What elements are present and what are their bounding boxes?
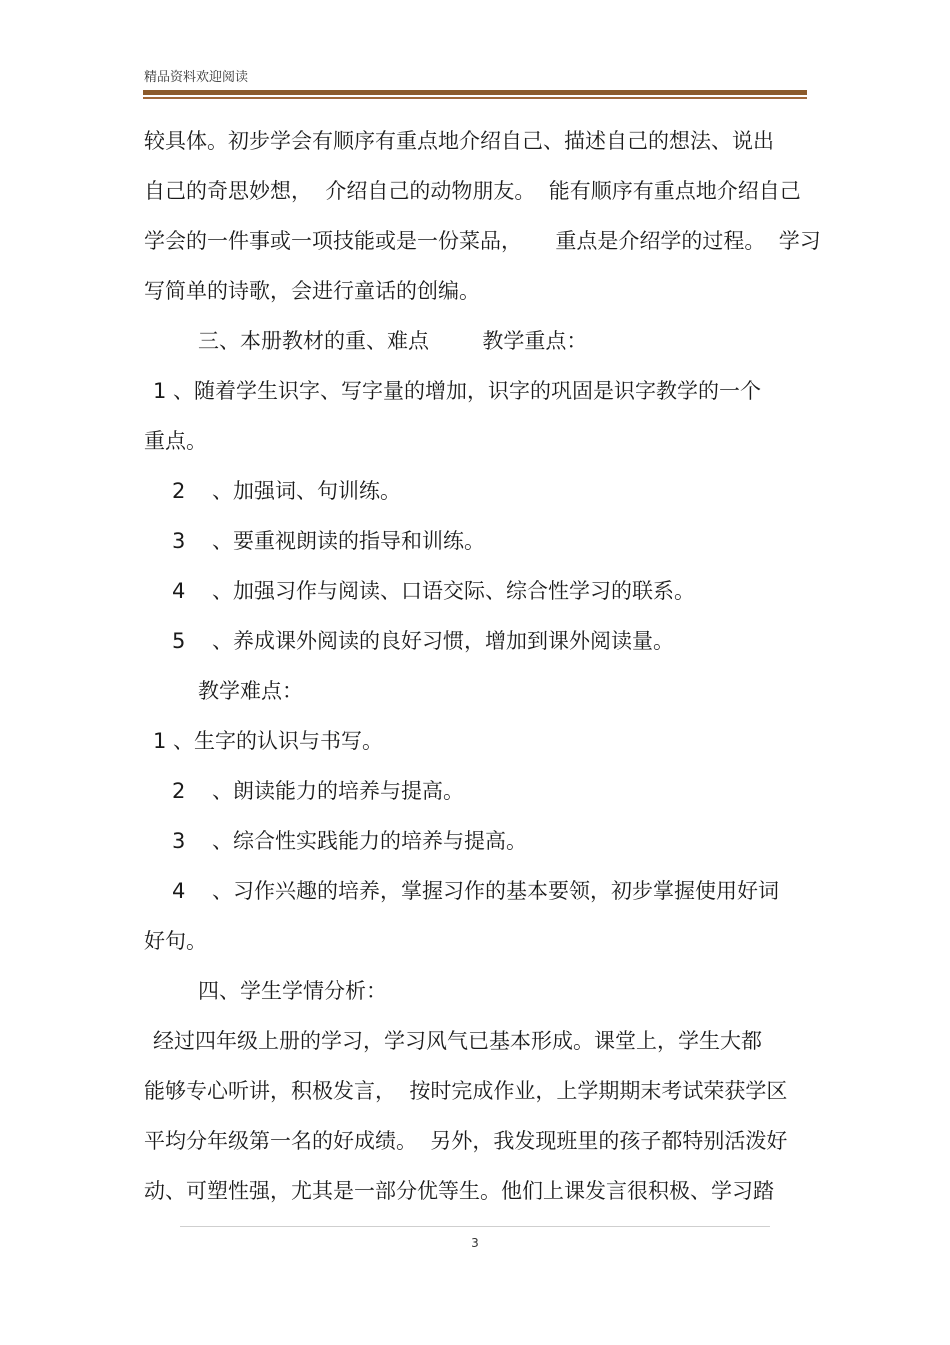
body-line: 好句。 <box>144 929 207 953</box>
body-line: 能够专心听讲，积极发言， 按时完成作业，上学期期末考试荣获学区 <box>144 1079 788 1103</box>
list-item: 5 、养成课外阅读的良好习惯，增加到课外阅读量。 <box>172 629 675 653</box>
list-item: 2 、加强词、句训练。 <box>172 479 402 503</box>
header-rule-thin <box>143 97 807 99</box>
body-line: 经过四年级上册的学习，学习风气已基本形成。课堂上，学生大都 <box>153 1029 762 1053</box>
list-item: 3 、综合性实践能力的培养与提高。 <box>172 829 528 853</box>
header-text: 精品资料欢迎阅读 <box>144 70 249 85</box>
list-item: 4 、加强习作与阅读、口语交际、综合性学习的联系。 <box>172 579 696 603</box>
list-item: 1 、生字的认识与书写。 <box>153 729 384 753</box>
list-item: 4 、习作兴趣的培养，掌握习作的基本要领，初步掌握使用好词 <box>172 879 780 903</box>
body-line: 1 、随着学生识字、写字量的增加，识字的巩固是识字教学的一个 <box>153 379 762 403</box>
list-item: 3 、要重视朗读的指导和训练。 <box>172 529 486 553</box>
body-line: 自己的奇思妙想， 介绍自己的动物朋友。 能有顺序有重点地介绍自己 <box>144 179 801 203</box>
subsection-heading: 教学难点： <box>198 679 303 703</box>
section-heading: 四、学生学情分析： <box>198 979 387 1003</box>
body-line: 写简单的诗歌，会进行童话的创编。 <box>144 279 480 303</box>
body-line: 较具体。初步学会有顺序有重点地介绍自己、描述自己的想法、说出 <box>144 129 774 153</box>
body-line: 学会的一件事或一项技能或是一份菜品， 重点是介绍学的过程。 学习 <box>144 229 821 253</box>
page-number: 3 <box>471 1236 479 1250</box>
section-heading: 三、本册教材的重、难点 教学重点： <box>198 329 588 353</box>
body-line: 平均分年级第一名的好成绩。 另外，我发现班里的孩子都特别活泼好 <box>144 1129 788 1153</box>
list-item: 2 、朗读能力的培养与提高。 <box>172 779 465 803</box>
footer-rule <box>180 1226 770 1227</box>
body-line: 重点。 <box>144 429 207 453</box>
header-rule-thick <box>143 90 807 95</box>
body-line: 动、可塑性强，尤其是一部分优等生。他们上课发言很积极、学习踏 <box>144 1179 774 1203</box>
